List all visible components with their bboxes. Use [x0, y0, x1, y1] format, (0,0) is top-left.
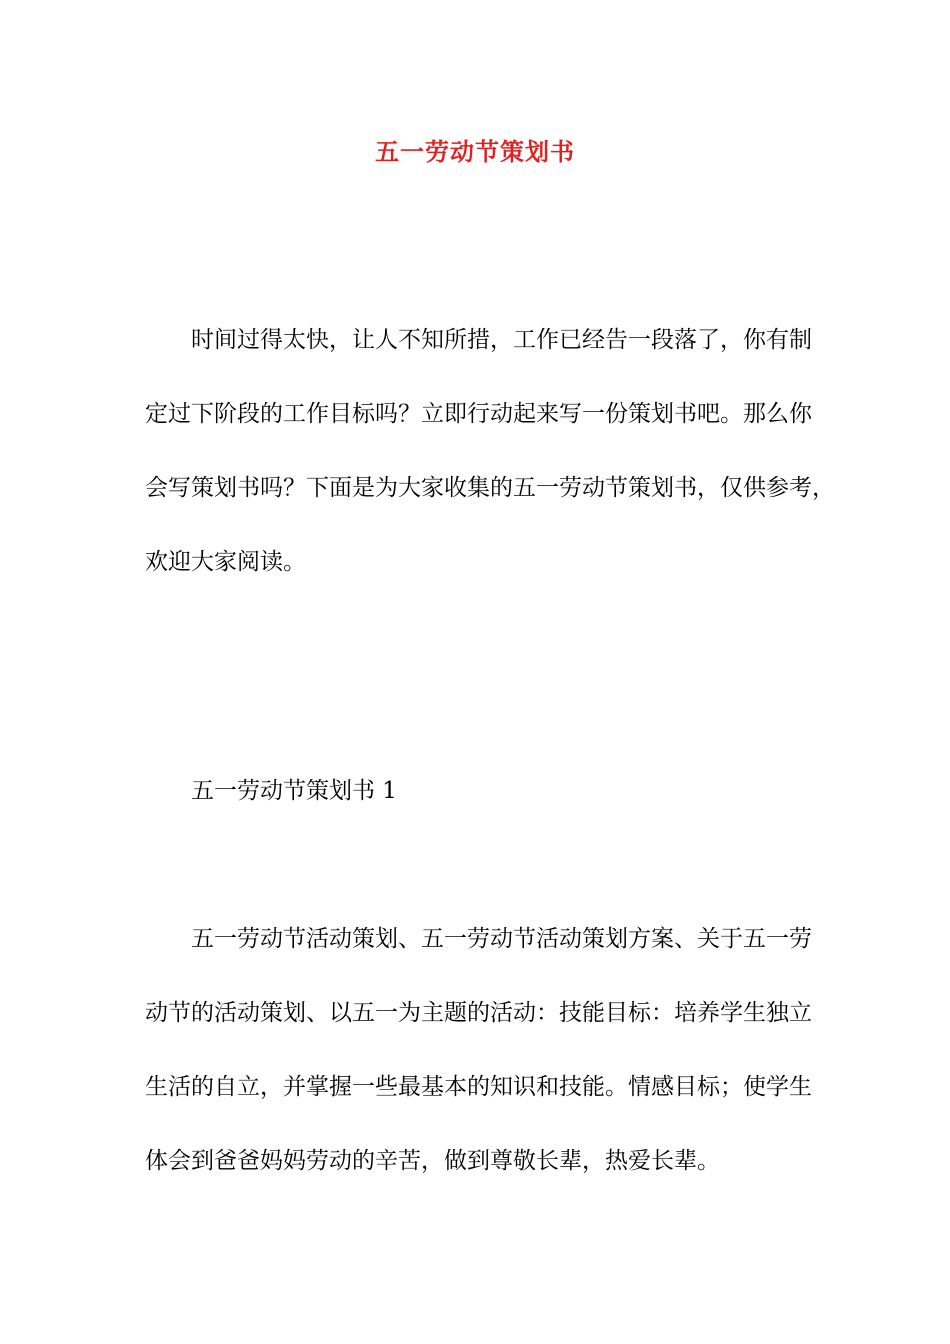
body-line: 五一劳动节活动策划、五一劳动节活动策划方案、关于五一劳: [191, 926, 812, 952]
intro-line: 欢迎大家阅读。: [145, 549, 306, 575]
body-line: 动节的活动策划、以五一为主题的活动：技能目标：培养学生独立: [145, 1000, 812, 1026]
intro-line: 定过下阶段的工作目标吗？立即行动起来写一份策划书吧。那么你: [145, 401, 812, 427]
intro-line: 会写策划书吗？下面是为大家收集的五一劳动节策划书，仅供参考，: [145, 475, 835, 501]
intro-line: 时间过得太快，让人不知所措，工作已经告一段落了，你有制: [191, 327, 812, 353]
body-line: 生活的自立，并掌握一些最基本的知识和技能。情感目标；使学生: [145, 1074, 812, 1100]
document-title: 五一劳动节策划书: [375, 137, 575, 166]
body-line: 体会到爸爸妈妈劳动的辛苦，做到尊敬长辈，热爱长辈。: [145, 1148, 720, 1174]
section-heading: 五一劳动节策划书 1: [191, 778, 397, 804]
